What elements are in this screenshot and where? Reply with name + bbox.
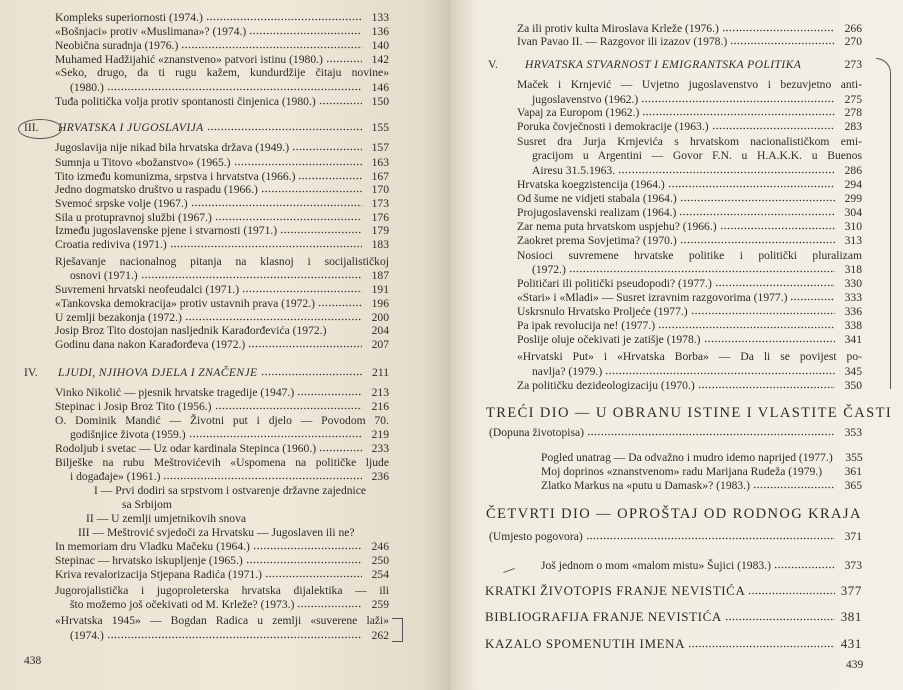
toc-entry (517, 319, 862, 333)
dot-leader (722, 23, 835, 32)
entry-title: Neobična suradnja (1976.) (55, 39, 179, 52)
part-heading (486, 405, 893, 421)
dot-leader (265, 569, 362, 578)
entry-page-number: 377 (840, 583, 862, 598)
dot-leader (586, 531, 835, 540)
dot-leader (825, 466, 835, 475)
pencil-mark (503, 568, 515, 573)
entry-page-number: 176 (371, 211, 389, 224)
entry-page-number: 211 (372, 366, 389, 379)
entry-title: Tuđa politička volja protiv spontanosti činjenica (1980.) (55, 95, 316, 108)
dot-leader (804, 59, 835, 68)
toc-entry (86, 512, 389, 526)
dot-leader (107, 82, 362, 91)
entry-title: (1980.) (70, 81, 104, 94)
entry-page-number: 381 (840, 609, 862, 624)
dot-leader (605, 366, 835, 375)
entry-title: Suvremeni hrvatski neofeudalci (1971.) (55, 283, 240, 296)
toc-entry (55, 386, 389, 400)
part-heading (485, 610, 862, 624)
entry-title: KRATKI ŽIVOTOPIS FRANJE NEVISTIĆA (485, 583, 746, 598)
dot-leader (107, 630, 362, 639)
dot-leader (774, 560, 835, 569)
dot-leader (318, 298, 362, 307)
toc-entry (55, 568, 389, 582)
toc-entry (532, 365, 862, 379)
entry-page-number: 270 (844, 35, 862, 48)
entry-page-number: 336 (844, 305, 862, 318)
dot-leader (253, 541, 362, 550)
entry-title: Zaokret prema Sovjetima? (1970.) (517, 234, 677, 247)
part-heading (485, 584, 862, 598)
entry-title: Nosioci suvremene hrvatske politike i politički pluralizam (517, 249, 862, 262)
entry-page-number: 355 (845, 451, 863, 464)
entry-title: Jugoslavija nije nikad bila hrvatska država (1949.) (55, 141, 290, 154)
entry-title: Kriva revalorizacija Stjepana Radića (1971.) (55, 568, 262, 581)
entry-title: Pogled unatrag — Da odvažno i mudro idemo naprijed (1977.) (541, 451, 833, 464)
entry-page-number: 294 (844, 178, 862, 191)
entry-title: Jugorojalistička i jugoproleterska hrvatska dijalektika — ili (55, 584, 389, 597)
entry-title: Stepinac i Josip Broz Tito (1956.) (55, 400, 212, 413)
pencil-mark (392, 618, 403, 642)
entry-title: Zar nema puta hrvatskom uspjehu? (1966.) (517, 220, 717, 233)
entry-title: Croatia rediviva (1971.) (55, 238, 167, 251)
dot-leader (319, 443, 362, 452)
entry-page-number: 259 (371, 598, 389, 611)
entry-page-number: 191 (371, 283, 389, 296)
entry-page-number: 183 (371, 238, 389, 251)
entry-page-number: 254 (371, 568, 389, 581)
entry-title: Stepinac — hrvatsko iskupljenje (1965.) (55, 554, 243, 567)
dot-leader (292, 142, 362, 151)
section-heading (58, 121, 389, 135)
toc-entry (55, 66, 389, 80)
entry-title: Između jugoslavenske pjene i stvarnosti (1971.) (55, 224, 278, 237)
dot-leader (658, 320, 835, 329)
dot-leader (280, 225, 362, 234)
dot-leader (297, 387, 362, 396)
entry-page-number: 207 (371, 338, 389, 351)
entry-title: i događaje» (1961.) (70, 470, 161, 483)
entry-title: Uskrsnulo Hrvatsko Proljeće (1977.) (517, 305, 688, 318)
entry-title: «Tankovska demokracija» protiv ustavnih prava (1972.) (55, 297, 315, 310)
entry-title: Jedno dogmatsko društvo u raspadu (1966.) (55, 183, 258, 196)
entry-page-number: 216 (371, 400, 389, 413)
toc-entry (517, 78, 862, 92)
toc-entry (532, 263, 862, 277)
dot-leader (329, 325, 362, 334)
entry-title: (1972.) (532, 263, 566, 276)
section-number: V. (488, 58, 498, 71)
toc-entry (55, 197, 389, 211)
dot-leader (191, 198, 362, 207)
entry-page-number: 345 (844, 365, 862, 378)
entry-page-number: 146 (371, 81, 389, 94)
part-heading (489, 426, 862, 440)
entry-page-number: 262 (371, 629, 389, 642)
toc-entry (517, 178, 862, 192)
page-number-left: 438 (24, 655, 42, 667)
entry-title: Hrvatska koegzistencija (1964.) (517, 178, 665, 191)
entry-title: HRVATSKA I JUGOSLAVIJA (58, 121, 204, 134)
toc-entry (55, 311, 389, 325)
toc-entry (532, 93, 862, 107)
entry-title: Zlatko Markus na «putu u Damask»? (1983.) (541, 479, 750, 492)
dot-leader (753, 480, 835, 489)
entry-page-number: 163 (371, 156, 389, 169)
pencil-mark (876, 58, 891, 389)
toc-entry (70, 269, 389, 283)
toc-entry (55, 183, 389, 197)
entry-page-number: 313 (844, 234, 862, 247)
entry-page-number: 330 (844, 277, 862, 290)
entry-title: Vapaj za Europom (1962.) (517, 106, 640, 119)
dot-leader (691, 306, 835, 315)
toc-entry (55, 456, 389, 470)
entry-page-number: 273 (844, 58, 862, 71)
entry-title: ČETVRTI DIO — OPROŠTAJ OD RODNOG KRAJA (486, 506, 862, 522)
dot-leader (704, 334, 835, 343)
entry-page-number: 136 (371, 25, 389, 38)
toc-entry (55, 283, 389, 297)
entry-title: Bilješke na rubu Meštrovićevih «Uspomena na političke ljude (55, 456, 389, 469)
entry-title: Ivan Pavao II. — Razgovor ili izazov (1978.) (517, 35, 728, 48)
entry-title: Još jednom o mom «malom mistu» Šujici (1983.) (541, 559, 771, 572)
toc-entry (532, 164, 862, 178)
toc-entry (517, 192, 862, 206)
dot-leader (185, 312, 362, 321)
dot-leader (163, 471, 362, 480)
entry-title: Airesu 31.5.1963. (532, 164, 616, 177)
entry-page-number: 233 (371, 442, 389, 455)
page-number-right: 439 (846, 659, 864, 671)
toc-entry (517, 350, 862, 364)
toc-entry (55, 297, 389, 311)
dot-leader (679, 207, 835, 216)
entry-page-number: 431 (840, 636, 862, 651)
entry-title: navlja? (1979.) (532, 365, 603, 378)
entry-page-number: 266 (844, 22, 862, 35)
entry-page-number: 278 (844, 106, 862, 119)
entry-page-number: 187 (371, 269, 389, 282)
toc-entry (55, 141, 389, 155)
dot-leader (725, 612, 835, 621)
toc-entry (517, 106, 862, 120)
entry-title: I — Prvi dodiri sa srpstvom i ostvarenje državne zajednice (94, 484, 367, 497)
toc-entry (517, 249, 862, 263)
entry-page-number: 200 (371, 311, 389, 324)
entry-page-number: 155 (371, 121, 389, 134)
toc-entry (78, 526, 389, 540)
toc-entry (517, 291, 862, 305)
dot-leader (587, 427, 835, 436)
entry-title: III — Meštrović svjedoči za Hrvatsku — Jugoslaven ili ne? (78, 526, 355, 539)
entry-title: Susret dra Jurja Krnjevića s hrvatskom nacionalističkom emi- (517, 135, 862, 148)
entry-title: TREĆI DIO — U OBRANU ISTINE I VLASTITE ČASTI (486, 405, 893, 421)
section-heading (58, 366, 389, 380)
entry-title: jugoslavenstvo (1962.) (532, 93, 639, 106)
section-number: IV. (24, 366, 38, 379)
toc-entry (55, 11, 389, 25)
entry-title: Rješavanje nacionalnog pitanja na klasnoj i socijalističkoj (55, 255, 389, 268)
entry-page-number: 299 (844, 192, 862, 205)
toc-entry (94, 484, 389, 498)
entry-page-number: 333 (844, 291, 862, 304)
entry-page-number: 373 (844, 559, 862, 572)
entry-title: «Hrvatski Put» i «Hrvatska Borba» — Da li se povijest po- (517, 350, 862, 363)
entry-title: BIBLIOGRAFIJA FRANJE NEVISTIĆA (485, 609, 722, 624)
entry-title: «Seko, drugo, da ti rugu kažem, kundurdžije čitaju novine» (55, 66, 389, 79)
toc-entry (70, 81, 389, 95)
dot-leader (319, 96, 362, 105)
toc-entry (517, 22, 862, 36)
toc-entry (55, 584, 389, 598)
dot-leader (790, 292, 835, 301)
toc-entry (517, 333, 862, 347)
entry-page-number: 142 (371, 53, 389, 66)
toc-entry (55, 25, 389, 39)
toc-entry (541, 479, 862, 493)
entry-page-number: 173 (371, 197, 389, 210)
toc-entry (541, 559, 862, 573)
toc-entry (517, 234, 862, 248)
toc-entry (70, 629, 389, 643)
entry-title: LJUDI, NJIHOVA DJELA I ZNAČENJE (58, 366, 258, 379)
dot-leader (297, 599, 362, 608)
dot-leader (680, 193, 835, 202)
entry-page-number: 371 (844, 530, 862, 543)
part-heading (489, 530, 862, 544)
right-page (451, 0, 903, 690)
dot-leader (298, 171, 362, 180)
entry-page-number: 236 (371, 470, 389, 483)
toc-entry (55, 238, 389, 252)
dot-leader (715, 278, 835, 287)
section-number: III. (24, 121, 39, 134)
entry-title: gracijom u Argentini — Govor F.N. u H.A.K.K. u Buenos (532, 149, 862, 162)
toc-entry (517, 277, 862, 291)
dot-leader (170, 239, 362, 248)
entry-title: Projugoslavenski realizam (1964.) (517, 206, 677, 219)
toc-entry (517, 379, 862, 393)
toc-entry (517, 35, 862, 49)
dot-leader (569, 264, 835, 273)
dot-leader (668, 179, 835, 188)
entry-title: Godinu dana nakon Karađorđeva (1972.) (55, 338, 246, 351)
toc-entry (517, 206, 862, 220)
entry-page-number: 133 (371, 11, 389, 24)
dot-leader (326, 54, 362, 63)
toc-entry (532, 149, 862, 163)
entry-page-number: 246 (371, 540, 389, 553)
toc-entry (55, 414, 389, 428)
entry-page-number: 150 (371, 95, 389, 108)
section-heading (525, 58, 862, 72)
entry-title: Političari ili politički pseudopodi? (1977.) (517, 277, 712, 290)
entry-title: Od šume ne vidjeti stabala (1964.) (517, 192, 677, 205)
entry-title: «Stari» i «Mladi» — Susret izravnim razgovorima (1977.) (517, 291, 788, 304)
toc-entry (55, 324, 389, 338)
entry-page-number: 353 (844, 426, 862, 439)
toc-entry (70, 470, 389, 484)
dot-leader (641, 94, 835, 103)
entry-title: Maček i Krnjević — Uvjetno jugoslavenstvo i bezuvjetno anti- (517, 78, 862, 91)
dot-leader (215, 212, 362, 221)
toc-entry (55, 554, 389, 568)
entry-page-number: 219 (371, 428, 389, 441)
toc-entry (55, 224, 389, 238)
entry-page-number: 361 (844, 465, 862, 478)
entry-title: Sumnja u Titovo «božanstvo» (1965.) (55, 156, 231, 169)
dot-leader (189, 429, 362, 438)
entry-title: sa Srbijom (122, 498, 172, 511)
entry-page-number: 318 (844, 263, 862, 276)
toc-entry (70, 428, 389, 442)
entry-title: Muhamed Hadžijahić «znanstveno» patvori istinu (1980.) (55, 53, 323, 66)
dot-leader (642, 107, 835, 116)
entry-title: Poruka čovječnosti i demokracije (1963.) (517, 120, 709, 133)
toc-entry (55, 255, 389, 269)
dot-leader (680, 235, 835, 244)
entry-page-number: 338 (844, 319, 862, 332)
dot-leader (242, 284, 362, 293)
dot-leader (215, 401, 362, 410)
entry-title: Rodoljub i svetac — Uz odar kardinala Stepinca (1960.) (55, 442, 317, 455)
entry-page-number: 341 (844, 333, 862, 346)
toc-entry (55, 156, 389, 170)
dot-leader (206, 12, 362, 21)
toc-entry (55, 338, 389, 352)
toc-entry (70, 598, 389, 612)
entry-title: Moj doprinos «znanstvenom» radu Marijana Rudeža (1979.) (541, 465, 823, 478)
entry-title: što možemo još očekivati od M. Krleže? (1973.) (70, 598, 295, 611)
entry-title: Poslije oluje očekivati je zatišje (1978.) (517, 333, 701, 346)
entry-title: Svemoć srpske volje (1967.) (55, 197, 188, 210)
dot-leader (688, 639, 835, 648)
dot-leader (261, 367, 363, 376)
entry-title: godišnjice života (1959.) (70, 428, 186, 441)
entry-page-number: 140 (371, 39, 389, 52)
toc-entry (55, 614, 389, 628)
entry-page-number: 310 (844, 220, 862, 233)
toc-entry (55, 211, 389, 225)
toc-entry (55, 53, 389, 67)
entry-title: (Dopuna životopisa) (489, 426, 584, 439)
dot-leader (261, 184, 362, 193)
toc-entry (517, 135, 862, 149)
toc-entry (122, 498, 389, 512)
dot-leader (249, 26, 362, 35)
entry-title: (Umjesto pogovora) (489, 530, 583, 543)
entry-title: U zemlji bezakonja (1972.) (55, 311, 182, 324)
dot-leader (234, 157, 362, 166)
dot-leader (748, 586, 835, 595)
entry-page-number: 213 (371, 386, 389, 399)
entry-title: Kompleks superiornosti (1974.) (55, 11, 203, 24)
entry-title: Josip Broz Tito dostojan nasljednik Karađorđevića (1972.) (55, 324, 327, 337)
entry-title: KAZALO SPOMENUTIH IMENA (485, 636, 686, 651)
dot-leader (720, 221, 835, 230)
toc-entry (541, 465, 862, 479)
dot-leader (698, 380, 835, 389)
entry-page-number: 179 (371, 224, 389, 237)
dot-leader (207, 122, 362, 131)
entry-title: Za političku dezideologizaciju (1970.) (517, 379, 695, 392)
dot-leader (181, 40, 362, 49)
toc-entry (55, 400, 389, 414)
entry-title: osnovi (1971.) (70, 269, 138, 282)
toc-entry (517, 305, 862, 319)
entry-title: HRVATSKA STVARNOST I EMIGRANTSKA POLITIKA (525, 58, 802, 71)
dot-leader (248, 339, 362, 348)
entry-page-number: 204 (371, 324, 389, 337)
entry-page-number: 170 (371, 183, 389, 196)
entry-title: «Hrvatska 1945» — Bogdan Radica u zemlji «suverene laži» (55, 614, 389, 627)
entry-title: II — U zemlji umjetnikovih snova (86, 512, 247, 525)
toc-entry (541, 451, 862, 465)
toc-entry (55, 95, 389, 109)
entry-page-number: 275 (844, 93, 862, 106)
entry-title: (1974.) (70, 629, 104, 642)
pencil-mark (18, 119, 62, 139)
dot-leader (618, 165, 835, 174)
entry-title: In memoriam dru Vladku Mačeku (1964.) (55, 540, 250, 553)
entry-title: Pa ipak revolucija ne! (1977.) (517, 319, 656, 332)
left-page (0, 0, 451, 690)
entry-page-number: 350 (844, 379, 862, 392)
entry-page-number: 283 (844, 120, 862, 133)
toc-entry (517, 220, 862, 234)
entry-title: «Bošnjaci» protiv «Muslimana»? (1974.) (55, 25, 247, 38)
dot-leader (141, 270, 362, 279)
toc-entry (55, 540, 389, 554)
entry-title: O. Dominik Mandić — Životni put i djelo — Povodom 70. (55, 414, 389, 427)
toc-entry (55, 442, 389, 456)
entry-page-number: 157 (371, 141, 389, 154)
part-heading (486, 506, 862, 522)
part-heading (485, 637, 862, 651)
toc-entry (55, 39, 389, 53)
dot-leader (730, 36, 835, 45)
entry-page-number: 196 (371, 297, 389, 310)
entry-page-number: 365 (844, 479, 862, 492)
entry-title: Vinko Nikolić — pjesnik hrvatske tragedije (1947.) (55, 386, 295, 399)
dot-leader (712, 121, 835, 130)
entry-title: Tito između komunizma, srpstva i hrvatstva (1966.) (55, 170, 296, 183)
toc-entry (517, 120, 862, 134)
entry-page-number: 250 (371, 554, 389, 567)
entry-page-number: 304 (844, 206, 862, 219)
dot-leader (246, 555, 362, 564)
entry-title: Za ili protiv kulta Miroslava Krleže (1976.) (517, 22, 719, 35)
entry-page-number: 167 (371, 170, 389, 183)
entry-title: Sila u protupravnoj službi (1967.) (55, 211, 212, 224)
toc-entry (55, 170, 389, 184)
entry-page-number: 286 (844, 164, 862, 177)
